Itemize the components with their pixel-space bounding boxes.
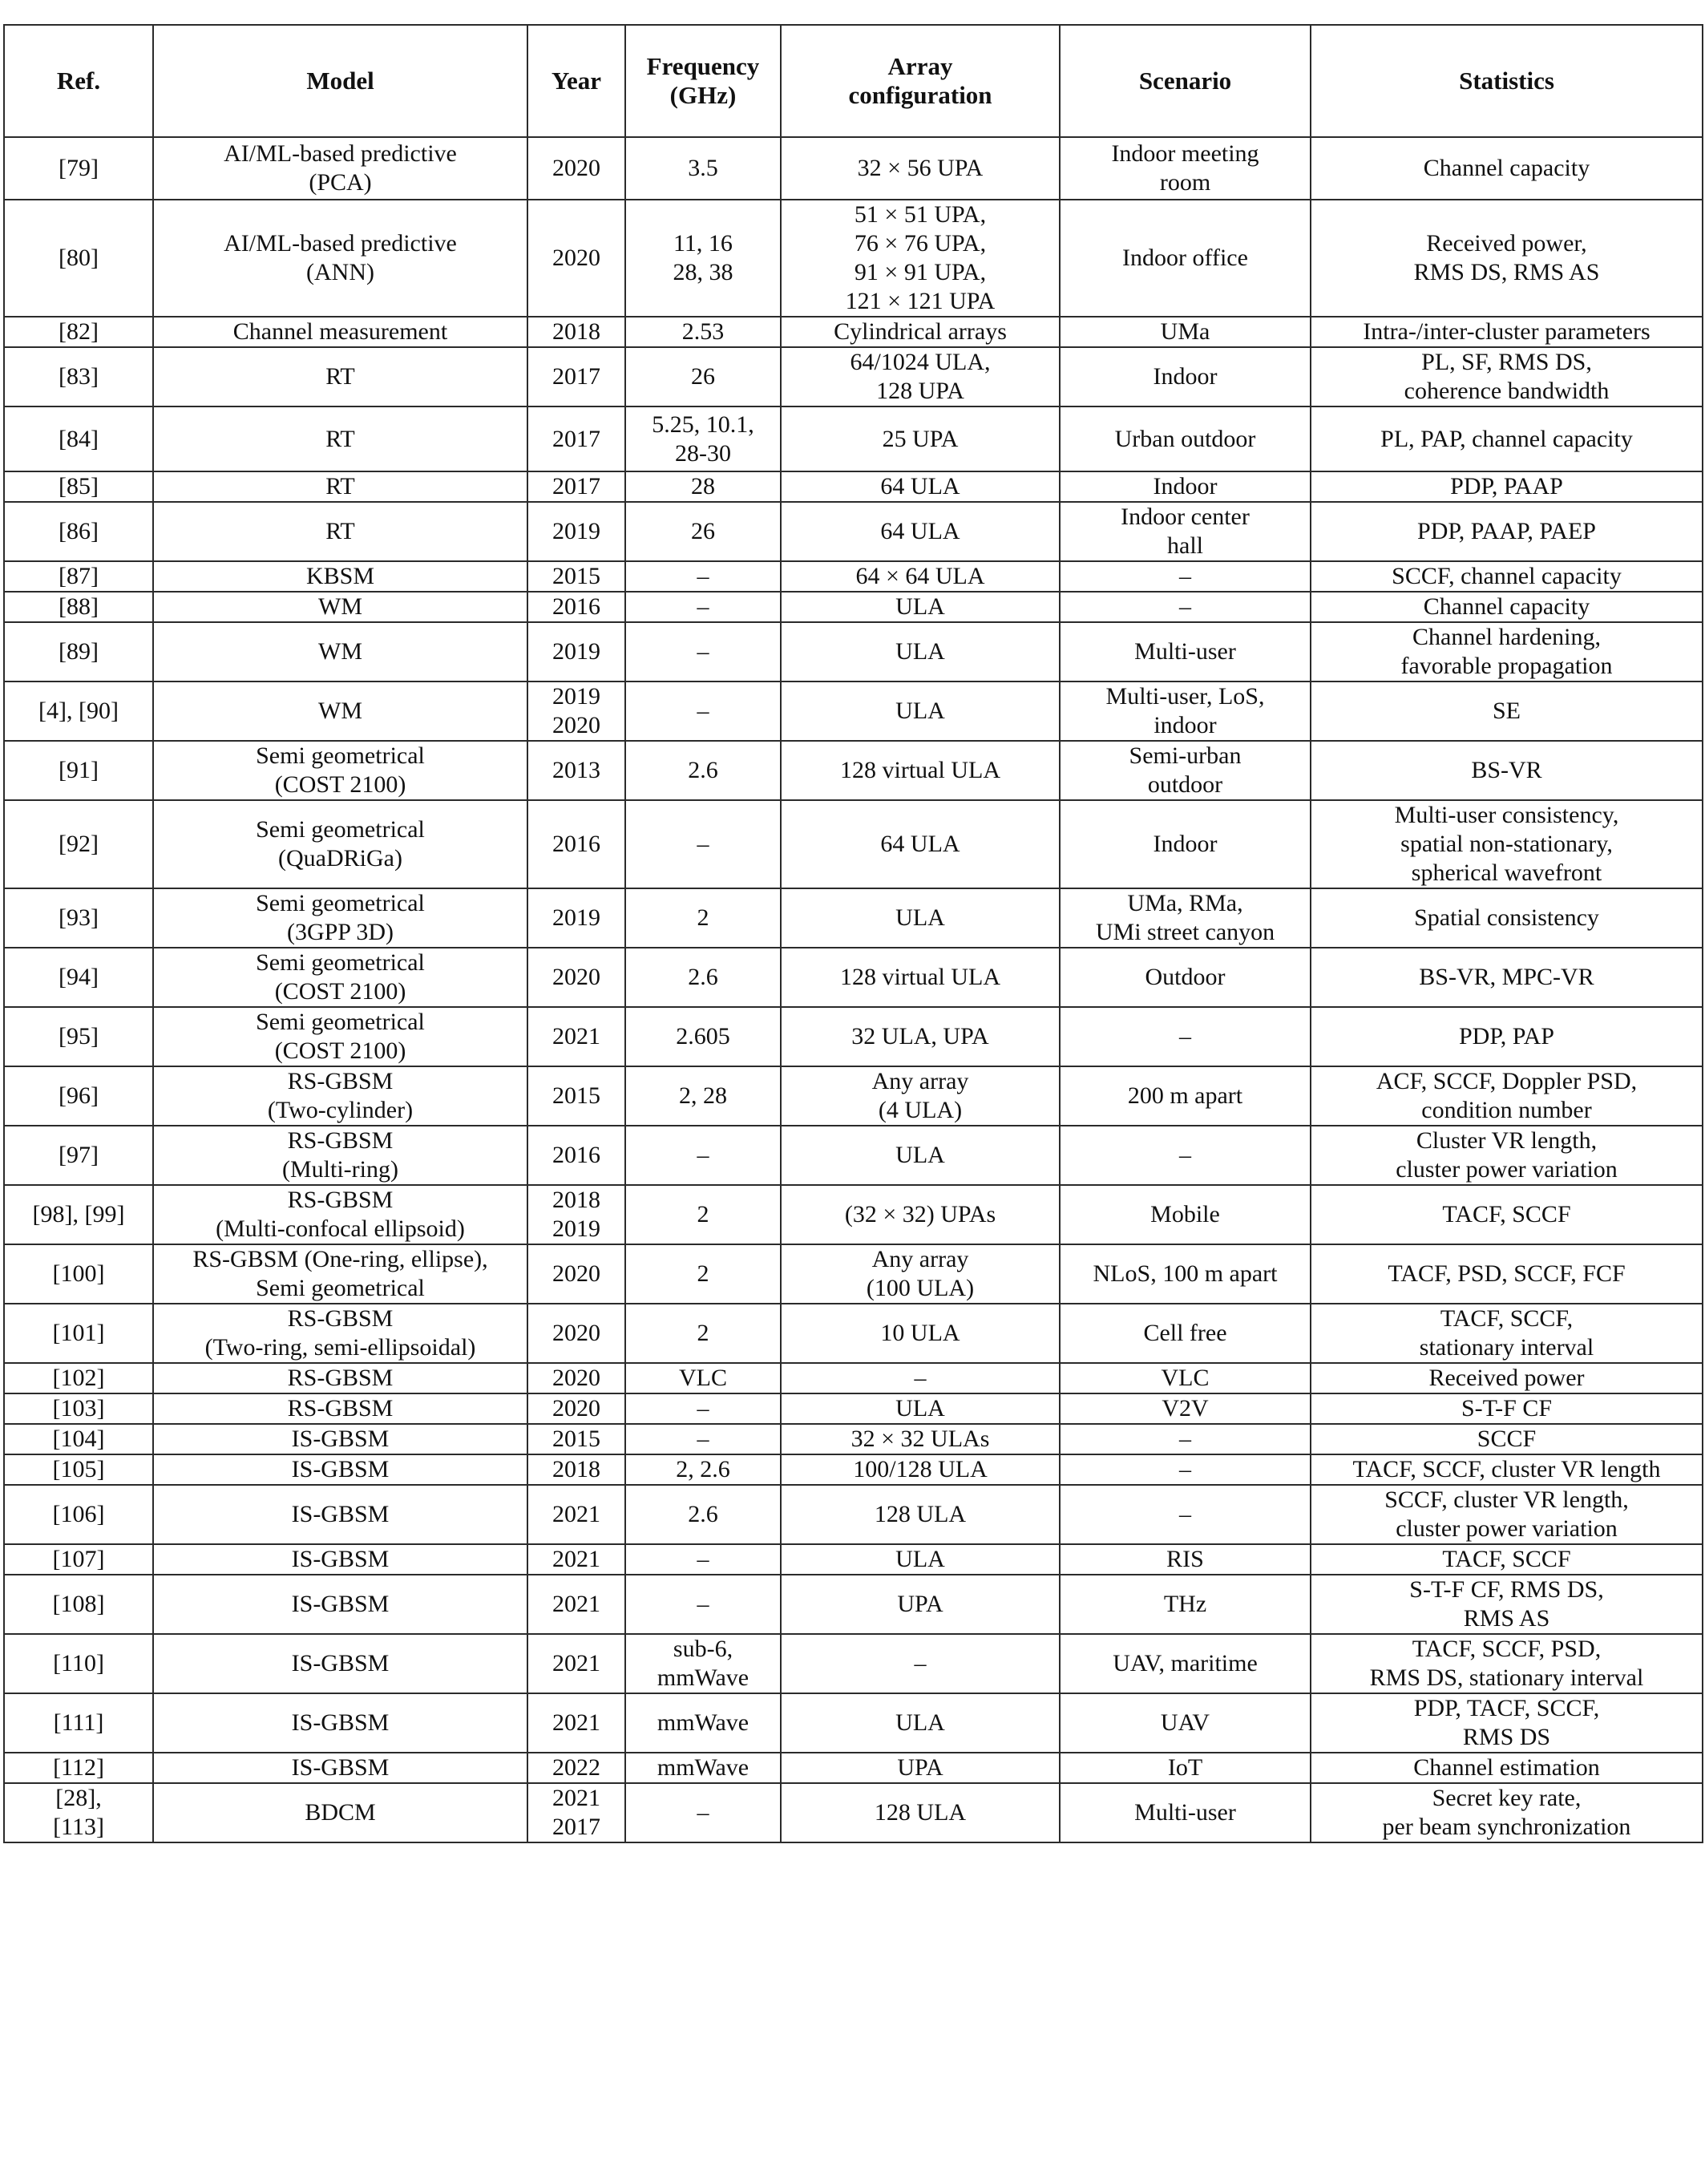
cell-model: RT (153, 471, 527, 502)
cell-ref: [89] (4, 622, 153, 681)
cell-statistics: ACF, SCCF, Doppler PSD, condition number (1311, 1066, 1703, 1126)
table-row (4, 681, 1703, 741)
cell-scenario: Multi-user (1060, 622, 1311, 681)
cell-scenario: – (1060, 1007, 1311, 1066)
cell-ref: [87] (4, 561, 153, 592)
cell-model: RS-GBSM (153, 1393, 527, 1424)
cell-ref: [104] (4, 1424, 153, 1454)
cell-frequency: 2.6 (625, 948, 781, 1007)
table-row (4, 406, 1703, 471)
table-row (4, 1424, 1703, 1454)
cell-frequency: 2.605 (625, 1007, 781, 1066)
cell-year: 2021 (527, 1544, 625, 1575)
cell-statistics: SE (1311, 681, 1703, 741)
cell-array-configuration: Any array (100 ULA) (781, 1244, 1060, 1304)
cell-statistics: Channel hardening, favorable propagation (1311, 622, 1703, 681)
cell-year: 2020 (527, 948, 625, 1007)
table-row (4, 1185, 1703, 1244)
cell-scenario: – (1060, 1485, 1311, 1544)
cell-array-configuration: UPA (781, 1575, 1060, 1634)
cell-frequency: 2.6 (625, 1485, 781, 1544)
cell-frequency: 2 (625, 1185, 781, 1244)
cell-year: 2013 (527, 741, 625, 800)
cell-year: 2017 (527, 406, 625, 471)
cell-ref: [112] (4, 1753, 153, 1783)
cell-ref: [91] (4, 741, 153, 800)
cell-model: WM (153, 622, 527, 681)
cell-scenario: – (1060, 1126, 1311, 1185)
cell-frequency: 2.6 (625, 741, 781, 800)
table-row (4, 1454, 1703, 1485)
cell-statistics: PDP, PAAP, PAEP (1311, 502, 1703, 561)
cell-ref: [105] (4, 1454, 153, 1485)
cell-ref: [102] (4, 1363, 153, 1393)
cell-ref: [97] (4, 1126, 153, 1185)
cell-model: RT (153, 406, 527, 471)
cell-array-configuration: 128 virtual ULA (781, 948, 1060, 1007)
cell-year: 2020 (527, 1393, 625, 1424)
cell-array-configuration: 128 virtual ULA (781, 741, 1060, 800)
cell-ref: [84] (4, 406, 153, 471)
cell-frequency: 2, 28 (625, 1066, 781, 1126)
cell-statistics: PL, PAP, channel capacity (1311, 406, 1703, 471)
cell-model: IS-GBSM (153, 1544, 527, 1575)
cell-model: IS-GBSM (153, 1454, 527, 1485)
table-row (4, 888, 1703, 948)
cell-array-configuration: 64 ULA (781, 800, 1060, 888)
cell-model: IS-GBSM (153, 1424, 527, 1454)
cell-frequency: 3.5 (625, 137, 781, 200)
cell-array-configuration: 64/1024 ULA, 128 UPA (781, 347, 1060, 406)
cell-statistics: S-T-F CF, RMS DS, RMS AS (1311, 1575, 1703, 1634)
cell-scenario: VLC (1060, 1363, 1311, 1393)
cell-model: Channel measurement (153, 317, 527, 347)
cell-model: Semi geometrical (COST 2100) (153, 948, 527, 1007)
cell-array-configuration: 32 ULA, UPA (781, 1007, 1060, 1066)
cell-year: 2021 (527, 1575, 625, 1634)
cell-year: 2015 (527, 1424, 625, 1454)
cell-model: Semi geometrical (QuaDRiGa) (153, 800, 527, 888)
cell-model: RS-GBSM (Multi-confocal ellipsoid) (153, 1185, 527, 1244)
table-row (4, 948, 1703, 1007)
cell-scenario: 200 m apart (1060, 1066, 1311, 1126)
column-header-ref: Ref. (4, 25, 153, 137)
cell-model: WM (153, 592, 527, 622)
cell-model: RS-GBSM (Two-ring, semi-ellipsoidal) (153, 1304, 527, 1363)
cell-scenario: Cell free (1060, 1304, 1311, 1363)
cell-model: AI/ML-based predictive (ANN) (153, 200, 527, 317)
cell-model: IS-GBSM (153, 1485, 527, 1544)
cell-scenario: NLoS, 100 m apart (1060, 1244, 1311, 1304)
cell-frequency: 2.53 (625, 317, 781, 347)
cell-frequency: 28 (625, 471, 781, 502)
cell-statistics: Multi-user consistency, spatial non-stationary, spherical wavefront (1311, 800, 1703, 888)
cell-statistics: PDP, PAP (1311, 1007, 1703, 1066)
column-header-year: Year (527, 25, 625, 137)
cell-statistics: TACF, PSD, SCCF, FCF (1311, 1244, 1703, 1304)
cell-year: 2020 (527, 1304, 625, 1363)
cell-frequency: – (625, 681, 781, 741)
cell-ref: [110] (4, 1634, 153, 1693)
cell-year: 2019 (527, 622, 625, 681)
cell-ref: [106] (4, 1485, 153, 1544)
table-row (4, 1007, 1703, 1066)
cell-array-configuration: ULA (781, 622, 1060, 681)
cell-year: 2021 (527, 1693, 625, 1753)
cell-scenario: Mobile (1060, 1185, 1311, 1244)
cell-scenario: Urban outdoor (1060, 406, 1311, 471)
cell-array-configuration: ULA (781, 1544, 1060, 1575)
cell-year: 2018 (527, 317, 625, 347)
cell-ref: [96] (4, 1066, 153, 1126)
cell-model: RS-GBSM (153, 1363, 527, 1393)
cell-year: 2017 (527, 471, 625, 502)
cell-year: 2022 (527, 1753, 625, 1783)
cell-scenario: UAV, maritime (1060, 1634, 1311, 1693)
cell-statistics: SCCF, channel capacity (1311, 561, 1703, 592)
table-row (4, 1693, 1703, 1753)
cell-ref: [95] (4, 1007, 153, 1066)
table-row (4, 1783, 1703, 1842)
cell-model: RS-GBSM (One-ring, ellipse), Semi geometrical (153, 1244, 527, 1304)
cell-statistics: Received power (1311, 1363, 1703, 1393)
cell-statistics: TACF, SCCF (1311, 1544, 1703, 1575)
cell-statistics: TACF, SCCF, cluster VR length (1311, 1454, 1703, 1485)
cell-ref: [108] (4, 1575, 153, 1634)
cell-year: 2021 (527, 1485, 625, 1544)
table-row (4, 800, 1703, 888)
cell-frequency: mmWave (625, 1693, 781, 1753)
cell-array-configuration: ULA (781, 592, 1060, 622)
cell-frequency: mmWave (625, 1753, 781, 1783)
cell-statistics: Received power, RMS DS, RMS AS (1311, 200, 1703, 317)
cell-frequency: – (625, 1393, 781, 1424)
cell-statistics: TACF, SCCF, PSD, RMS DS, stationary interval (1311, 1634, 1703, 1693)
cell-ref: [101] (4, 1304, 153, 1363)
cell-ref: [111] (4, 1693, 153, 1753)
cell-frequency: 11, 16 28, 38 (625, 200, 781, 317)
table-row (4, 1244, 1703, 1304)
cell-year: 2021 (527, 1634, 625, 1693)
cell-statistics: Spatial consistency (1311, 888, 1703, 948)
cell-statistics: TACF, SCCF (1311, 1185, 1703, 1244)
table-row (4, 1634, 1703, 1693)
cell-model: RT (153, 502, 527, 561)
table-header (4, 25, 1703, 137)
cell-frequency: 2 (625, 888, 781, 948)
cell-model: Semi geometrical (3GPP 3D) (153, 888, 527, 948)
cell-year: 2020 (527, 1244, 625, 1304)
cell-array-configuration: (32 × 32) UPAs (781, 1185, 1060, 1244)
cell-frequency: – (625, 1544, 781, 1575)
cell-statistics: TACF, SCCF, stationary interval (1311, 1304, 1703, 1363)
table-row (4, 1304, 1703, 1363)
cell-statistics: Channel capacity (1311, 592, 1703, 622)
cell-model: Semi geometrical (COST 2100) (153, 1007, 527, 1066)
cell-scenario: THz (1060, 1575, 1311, 1634)
column-header-statistics: Statistics (1311, 25, 1703, 137)
column-header-frequency: Frequency (GHz) (625, 25, 781, 137)
cell-array-configuration: 25 UPA (781, 406, 1060, 471)
cell-statistics: SCCF, cluster VR length, cluster power variation (1311, 1485, 1703, 1544)
cell-scenario: Outdoor (1060, 948, 1311, 1007)
cell-array-configuration: 100/128 ULA (781, 1454, 1060, 1485)
column-header-model: Model (153, 25, 527, 137)
cell-model: WM (153, 681, 527, 741)
table-row (4, 1575, 1703, 1634)
cell-scenario: V2V (1060, 1393, 1311, 1424)
cell-ref: [92] (4, 800, 153, 888)
column-header-array-configuration: Array configuration (781, 25, 1060, 137)
cell-array-configuration: Cylindrical arrays (781, 317, 1060, 347)
cell-scenario: Indoor meeting room (1060, 137, 1311, 200)
cell-array-configuration: 32 × 56 UPA (781, 137, 1060, 200)
cell-ref: [82] (4, 317, 153, 347)
cell-statistics: Channel capacity (1311, 137, 1703, 200)
cell-year: 2016 (527, 592, 625, 622)
table-row (4, 1363, 1703, 1393)
cell-ref: [88] (4, 592, 153, 622)
cell-scenario: Multi-user, LoS, indoor (1060, 681, 1311, 741)
cell-year: 2019 2020 (527, 681, 625, 741)
cell-statistics: BS-VR (1311, 741, 1703, 800)
cell-array-configuration: 64 × 64 ULA (781, 561, 1060, 592)
cell-statistics: S-T-F CF (1311, 1393, 1703, 1424)
table-row (4, 1393, 1703, 1424)
cell-year: 2015 (527, 561, 625, 592)
table-row (4, 1126, 1703, 1185)
table-row (4, 347, 1703, 406)
table-row (4, 471, 1703, 502)
cell-scenario: UAV (1060, 1693, 1311, 1753)
table-row (4, 622, 1703, 681)
cell-array-configuration: 128 ULA (781, 1485, 1060, 1544)
cell-ref: [103] (4, 1393, 153, 1424)
table-row (4, 592, 1703, 622)
cell-year: 2020 (527, 200, 625, 317)
cell-year: 2016 (527, 800, 625, 888)
cell-scenario: UMa (1060, 317, 1311, 347)
cell-frequency: – (625, 592, 781, 622)
cell-array-configuration: 64 ULA (781, 502, 1060, 561)
cell-array-configuration: 64 ULA (781, 471, 1060, 502)
cell-statistics: SCCF (1311, 1424, 1703, 1454)
cell-statistics: Intra-/inter-cluster parameters (1311, 317, 1703, 347)
cell-year: 2019 (527, 888, 625, 948)
table-row (4, 741, 1703, 800)
cell-model: IS-GBSM (153, 1753, 527, 1783)
cell-frequency: – (625, 561, 781, 592)
cell-statistics: PDP, TACF, SCCF, RMS DS (1311, 1693, 1703, 1753)
cell-scenario: UMa, RMa, UMi street canyon (1060, 888, 1311, 948)
cell-scenario: Indoor (1060, 347, 1311, 406)
cell-year: 2020 (527, 137, 625, 200)
cell-array-configuration: 10 ULA (781, 1304, 1060, 1363)
cell-frequency: sub-6, mmWave (625, 1634, 781, 1693)
cell-frequency: – (625, 622, 781, 681)
cell-year: 2018 2019 (527, 1185, 625, 1244)
cell-year: 2016 (527, 1126, 625, 1185)
cell-scenario: – (1060, 1454, 1311, 1485)
cell-ref: [86] (4, 502, 153, 561)
cell-frequency: – (625, 1424, 781, 1454)
cell-year: 2020 (527, 1363, 625, 1393)
table-row (4, 137, 1703, 200)
cell-scenario: IoT (1060, 1753, 1311, 1783)
column-header-scenario: Scenario (1060, 25, 1311, 137)
cell-scenario: Indoor office (1060, 200, 1311, 317)
cell-model: IS-GBSM (153, 1634, 527, 1693)
table-row (4, 1753, 1703, 1783)
cell-array-configuration: ULA (781, 888, 1060, 948)
cell-frequency: 5.25, 10.1, 28-30 (625, 406, 781, 471)
cell-model: RS-GBSM (Multi-ring) (153, 1126, 527, 1185)
header-row (4, 25, 1703, 137)
cell-model: Semi geometrical (COST 2100) (153, 741, 527, 800)
cell-model: AI/ML-based predictive (PCA) (153, 137, 527, 200)
cell-model: RT (153, 347, 527, 406)
cell-ref: [100] (4, 1244, 153, 1304)
cell-year: 2015 (527, 1066, 625, 1126)
cell-year: 2018 (527, 1454, 625, 1485)
cell-ref: [80] (4, 200, 153, 317)
cell-ref: [94] (4, 948, 153, 1007)
cell-frequency: – (625, 1126, 781, 1185)
table-row (4, 561, 1703, 592)
cell-model: IS-GBSM (153, 1693, 527, 1753)
cell-model: KBSM (153, 561, 527, 592)
cell-frequency: 26 (625, 502, 781, 561)
cell-array-configuration: ULA (781, 1693, 1060, 1753)
cell-frequency: – (625, 800, 781, 888)
cell-array-configuration: UPA (781, 1753, 1060, 1783)
cell-year: 2021 2017 (527, 1783, 625, 1842)
cell-scenario: – (1060, 592, 1311, 622)
cell-ref: [83] (4, 347, 153, 406)
cell-year: 2019 (527, 502, 625, 561)
cell-frequency: VLC (625, 1363, 781, 1393)
table-row (4, 1485, 1703, 1544)
cell-array-configuration: – (781, 1634, 1060, 1693)
cell-year: 2017 (527, 347, 625, 406)
cell-scenario: – (1060, 1424, 1311, 1454)
cell-frequency: 2, 2.6 (625, 1454, 781, 1485)
cell-statistics: Channel estimation (1311, 1753, 1703, 1783)
cell-frequency: – (625, 1783, 781, 1842)
table-row (4, 1544, 1703, 1575)
table-row (4, 200, 1703, 317)
table-row (4, 1066, 1703, 1126)
cell-scenario: – (1060, 561, 1311, 592)
cell-model: BDCM (153, 1783, 527, 1842)
table-row (4, 317, 1703, 347)
cell-statistics: Secret key rate, per beam synchronization (1311, 1783, 1703, 1842)
table-body (4, 137, 1703, 1842)
cell-array-configuration: – (781, 1363, 1060, 1393)
cell-year: 2021 (527, 1007, 625, 1066)
cell-statistics: PDP, PAAP (1311, 471, 1703, 502)
cell-scenario: RIS (1060, 1544, 1311, 1575)
cell-model: IS-GBSM (153, 1575, 527, 1634)
cell-array-configuration: ULA (781, 1393, 1060, 1424)
cell-array-configuration: ULA (781, 681, 1060, 741)
table-row (4, 502, 1703, 561)
cell-statistics: Cluster VR length, cluster power variation (1311, 1126, 1703, 1185)
cell-statistics: PL, SF, RMS DS, coherence bandwidth (1311, 347, 1703, 406)
cell-model: RS-GBSM (Two-cylinder) (153, 1066, 527, 1126)
cell-ref: [93] (4, 888, 153, 948)
cell-array-configuration: Any array (4 ULA) (781, 1066, 1060, 1126)
cell-scenario: Indoor (1060, 800, 1311, 888)
cell-ref: [28], [113] (4, 1783, 153, 1842)
cell-array-configuration: ULA (781, 1126, 1060, 1185)
cell-frequency: – (625, 1575, 781, 1634)
cell-frequency: 26 (625, 347, 781, 406)
cell-ref: [4], [90] (4, 681, 153, 741)
cell-statistics: BS-VR, MPC-VR (1311, 948, 1703, 1007)
cell-scenario: Semi-urban outdoor (1060, 741, 1311, 800)
cell-scenario: Multi-user (1060, 1783, 1311, 1842)
cell-ref: [98], [99] (4, 1185, 153, 1244)
cell-array-configuration: 51 × 51 UPA, 76 × 76 UPA, 91 × 91 UPA, 121 × 121 UPA (781, 200, 1060, 317)
cell-ref: [107] (4, 1544, 153, 1575)
comparison-table (3, 24, 1703, 1843)
cell-scenario: Indoor (1060, 471, 1311, 502)
cell-frequency: 2 (625, 1244, 781, 1304)
cell-ref: [85] (4, 471, 153, 502)
cell-array-configuration: 32 × 32 ULAs (781, 1424, 1060, 1454)
cell-array-configuration: 128 ULA (781, 1783, 1060, 1842)
cell-ref: [79] (4, 137, 153, 200)
cell-frequency: 2 (625, 1304, 781, 1363)
cell-scenario: Indoor center hall (1060, 502, 1311, 561)
